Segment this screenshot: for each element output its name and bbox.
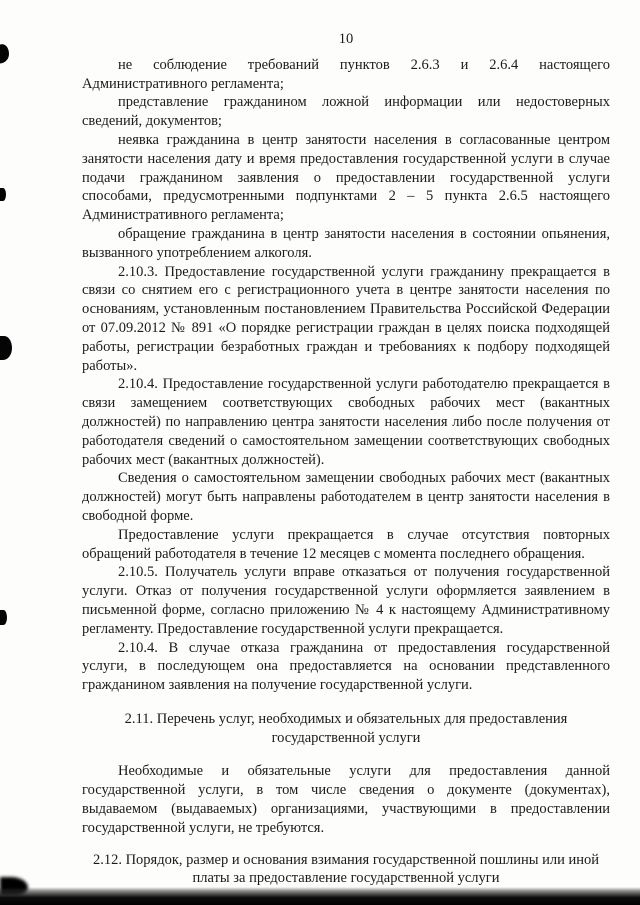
paragraph-non-compliance: не соблюдение требований пунктов 2.6.3 и 2.6.4 настоящего Административного регламента; <box>82 56 610 92</box>
section-heading-2-12: 2.12. Порядок, размер и основания взимания государственной пошлины или иной платы за предоставление государственной услуги <box>92 851 600 887</box>
scan-artifact-mark <box>0 610 7 625</box>
paragraph-2-10-4-refusal: 2.10.4. В случае отказа гражданина от предоставления государственной услуги, в последующем она предоставляется на основании представленного гражданином заявления на получение государственной услуги. <box>82 639 610 694</box>
paragraph-required-services: Необходимые и обязательные услуги для предоставления данной государственной услуги, в том числе сведения о документе (документах), выдаваемом (выдаваемых) организациями, участвующими в предоставлении государственной услуги, не требуются. <box>82 763 610 836</box>
scan-artifact-mark <box>0 188 6 201</box>
scan-artifact-mark <box>0 336 12 360</box>
paragraph-2-10-5: 2.10.5. Получатель услуги вправе отказаться от получения государственной услуги. Отказ от получения государственной услуги оформляется заявлением в письменной форме, согласно приложению № 4 к настоящему Административному регламенту. Предоставление государственной услуги прекращается. <box>82 564 610 637</box>
paragraph-2-10-3: 2.10.3. Предоставление государственной услуги гражданину прекращается в связи со снятием его с регистрационного учета в центре занятости населения по основаниям, установленным постановлением Правительства Российской Федерации от 07.09.2012 № 891 «О порядке регистрации граждан в целях поиска подходящей работы, регистрации безработных граждан и требованиях к подбору подходящей работы». <box>82 263 610 374</box>
page-number: 10 <box>338 31 354 47</box>
scan-artifact-mark <box>0 44 9 64</box>
paragraph-no-show: неявка гражданина в центр занятости населения в согласованные центром занятости населения дату и время предоставления государственной услуги в случае подачи гражданином заявления о предоставлении государственной услуги способами, предусмотренными подпунктами 2 – 5 пункта 2.6.5 настоящего Административного регламента; <box>82 131 610 224</box>
paragraph-termination-12-months: Предоставление услуги прекращается в случае отсутствия повторных обращений работодателя в течение 12 месяцев с момента последнего обращения. <box>82 526 610 562</box>
paragraph-vacancy-info: Сведения о самостоятельном замещении свободных рабочих мест (вакантных должностей) могут быть направлены работодателем в центр занятости населения в свободной форме. <box>82 470 610 524</box>
paragraph-2-10-4: 2.10.4. Предоставление государственной услуги работодателю прекращается в связи замещением соответствующих свободных рабочих мест (вакантных должностей) по направлению центра занятости населения либо после получения от работодателя сведений о самостоятельном замещении соответствующих свободных рабочих мест (вакантных должностей). <box>82 376 610 468</box>
text-block <box>82 30 610 888</box>
section-heading-2-11: 2.11. Перечень услуг, необходимых и обязательных для предоставления государственной услуги <box>124 710 568 746</box>
paragraph-false-information: представление гражданином ложной информации или недостоверных сведений, документов; <box>82 94 610 130</box>
scan-artifact-bottom-bar <box>0 887 640 905</box>
paragraph-intoxication: обращение гражданина в центр занятости населения в состоянии опьянения, вызванного употреблением алкоголя. <box>82 225 610 261</box>
